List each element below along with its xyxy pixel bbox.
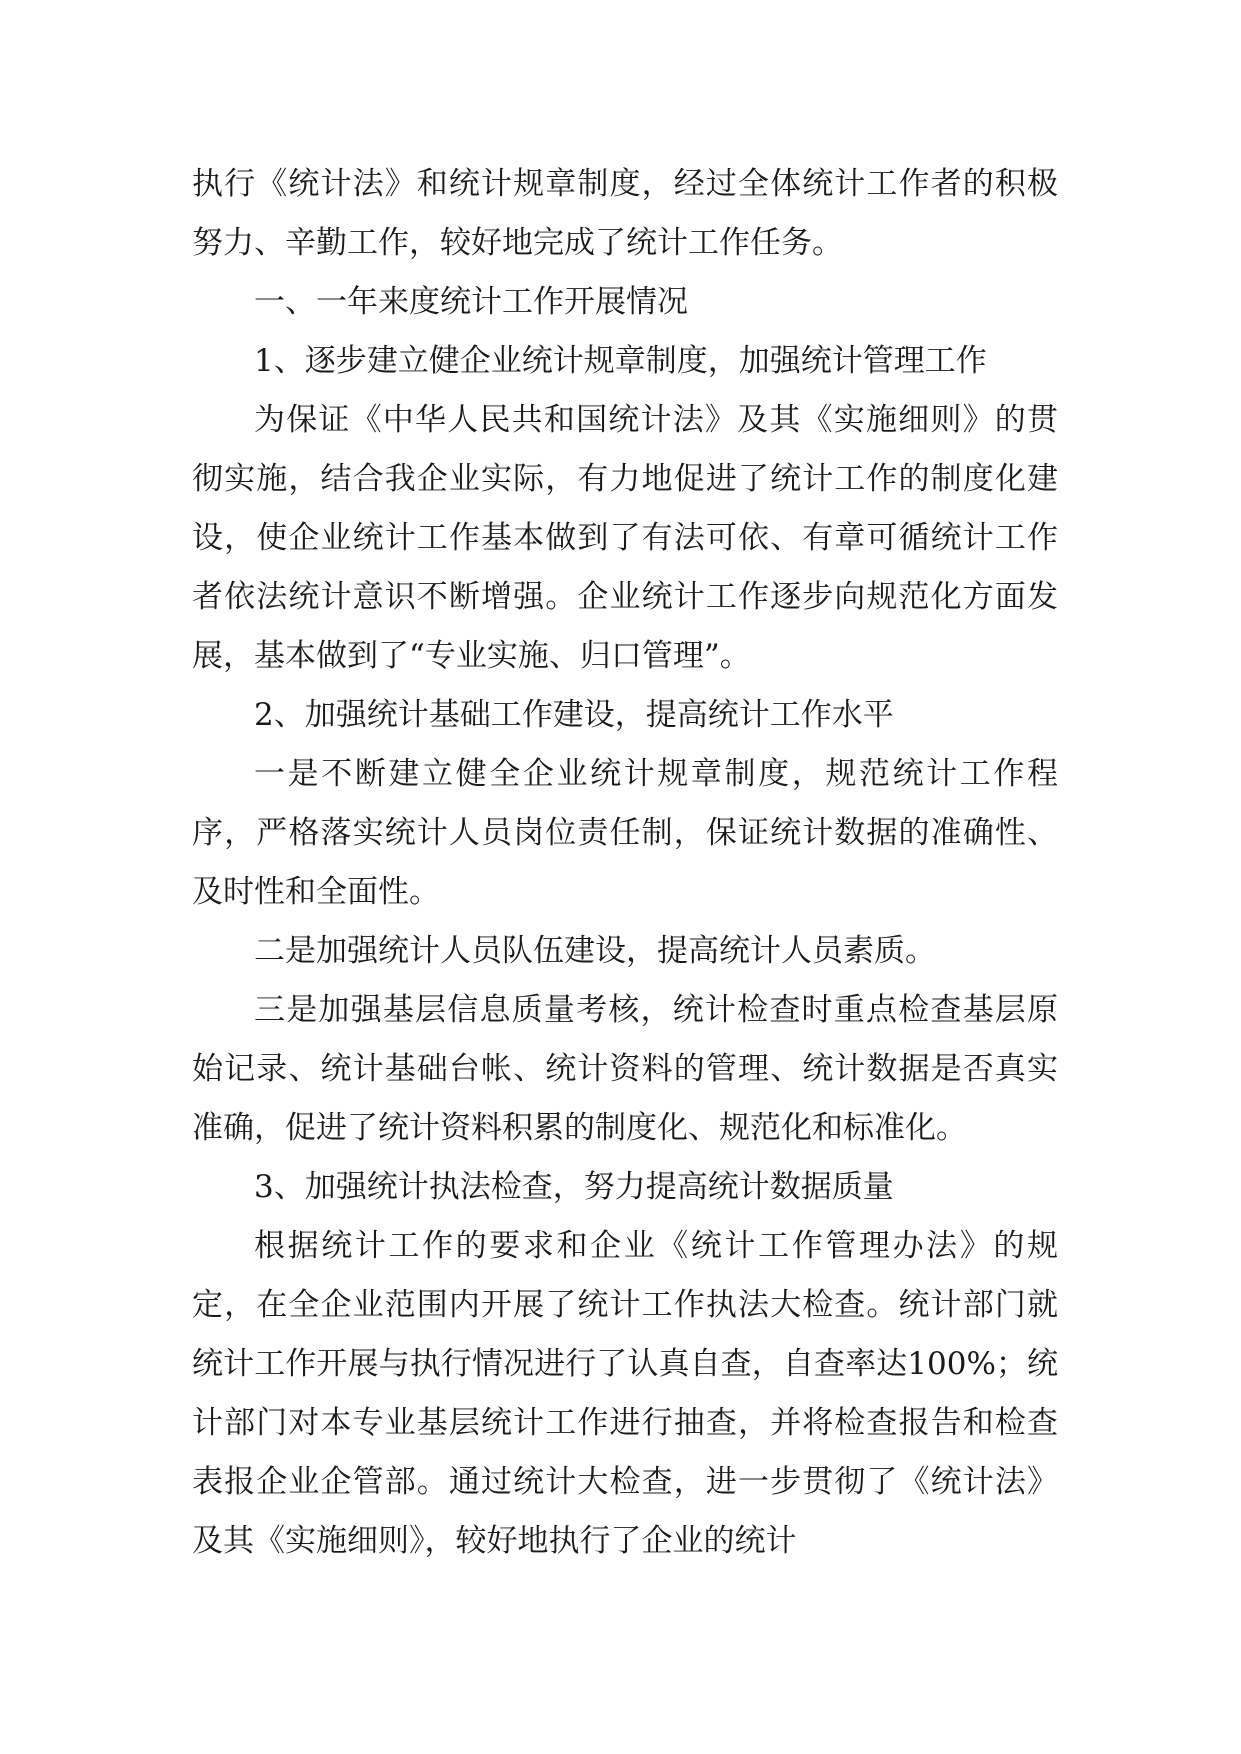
paragraph-4: 三是加强基层信息质量考核，统计检查时重点检查基层原始记录、统计基础台帐、统计资料的管理、统计数据是否真实准确，促进了统计资料积累的制度化、规范化和标准化。: [192, 992, 1058, 1146]
paragraph-continuation: 执行《统计法》和统计规章制度，经过全体统计工作者的积极努力、辛勤工作，较好地完成了统计工作任务。: [192, 166, 1058, 261]
subsection-heading-2: 2、加强统计基础工作建设，提高统计工作水平: [254, 697, 894, 733]
paragraph-3: 二是加强统计人员队伍建设，提高统计人员素质。: [254, 933, 936, 969]
section-heading-1: 一、一年来度统计工作开展情况: [254, 284, 688, 320]
subsection-heading-1: 1、逐步建立健企业统计规章制度，加强统计管理工作: [254, 343, 987, 379]
document-body: [192, 155, 1058, 1571]
paragraph-1: 为保证《中华人民共和国统计法》及其《实施细则》的贯彻实施，结合我企业实际，有力地促进了统计工作的制度化建设，使企业统计工作基本做到了有法可依、有章可循统计工作者依法统计意识不断增强。企业统计工作逐步向规范化方面发展，基本做到了“专业实施、归口管理”。: [192, 402, 1058, 674]
subsection-heading-3: 3、加强统计执法检查，努力提高统计数据质量: [254, 1169, 894, 1205]
paragraph-5: 根据统计工作的要求和企业《统计工作管理办法》的规定，在全企业范围内开展了统计工作执法大检查。统计部门就统计工作开展与执行情况进行了认真自查，自查率达100%；统计部门对本专业基层统计工作进行抽查，并将检查报告和检查表报企业企管部。通过统计大检查，进一步贯彻了《统计法》及其《实施细则》，较好地执行了企业的统计: [192, 1228, 1058, 1559]
paragraph-2: 一是不断建立健全企业统计规章制度，规范统计工作程序，严格落实统计人员岗位责任制，保证统计数据的准确性、及时性和全面性。: [192, 756, 1058, 910]
